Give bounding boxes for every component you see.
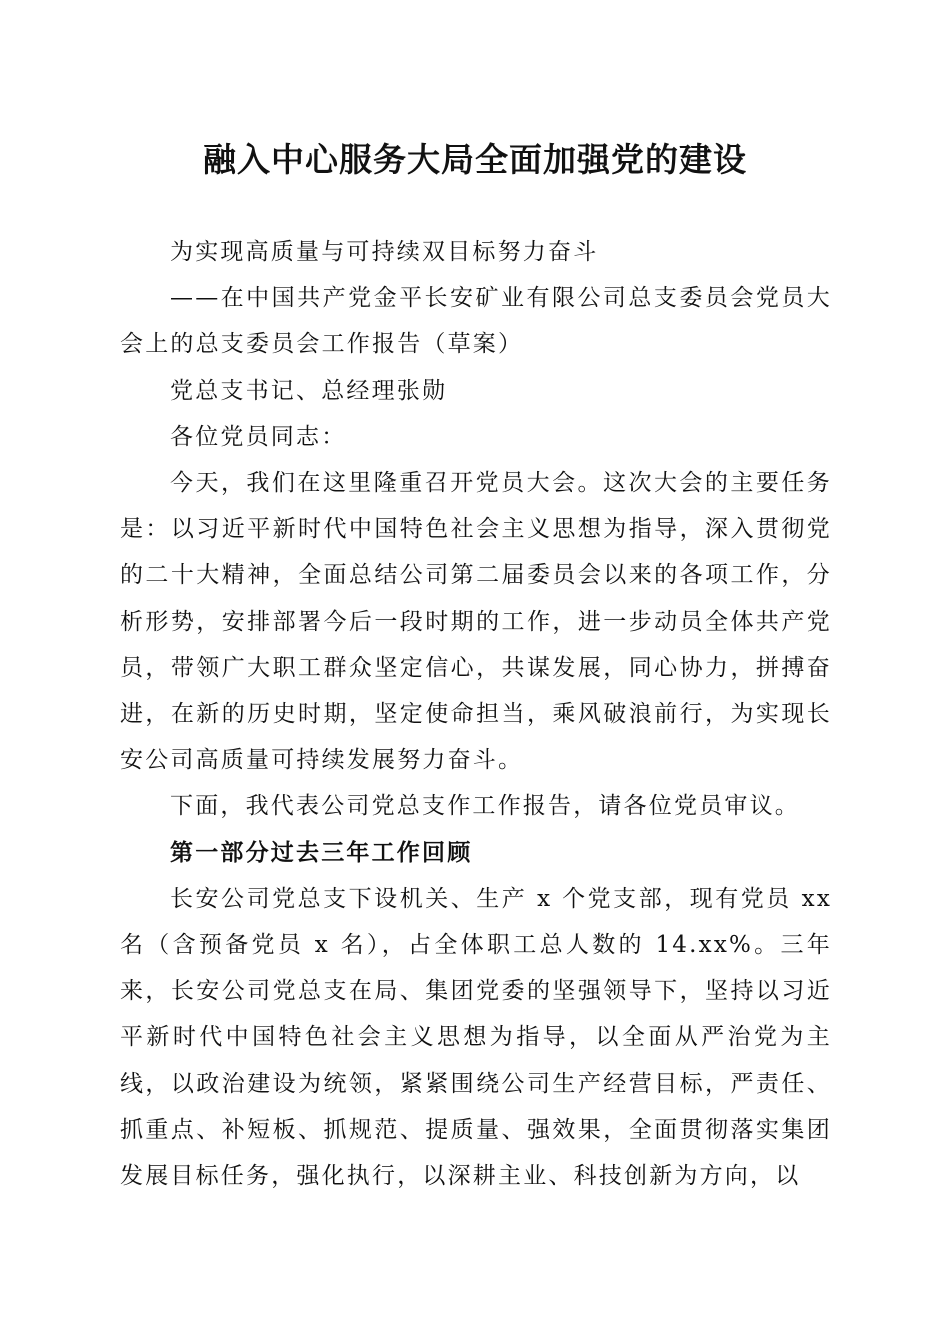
body-paragraph: 长安公司党总支下设机关、生产 x 个党支部，现有党员 xx 名（含预备党员 x 名），占全体职工总人数的 14.xx%。三年来，长安公司党总支在局、集团党委的坚强领导下，坚持以习近平新时代中国特色社会主义思想为指导，以全面从严治党为主线，以政治建设为统领，紧紧围绕公司生产经营目标，严责任、抓重点、补短板、抓规范、提质量、强效果，全面贯彻落实集团发展目标任务，强化执行，以深耕主业、科技创新为方向，以 xyxy=(120,885,832,1190)
body-paragraph: 今天，我们在这里隆重召开党员大会。这次大会的主要任务是：以习近平新时代中国特色社会主义思想为指导，深入贯彻党的二十大精神，全面总结公司第二届委员会以来的各项工作，分析形势，安排部署今后一段时期的工作，进一步动员全体共产党员，带领广大职工群众坚定信心，共谋发展，同心协力，拼搏奋进，在新的历史时期，坚定使命担当，乘风破浪前行，为实现长安公司高质量可持续发展努力奋斗。 xyxy=(120,470,832,774)
document-title: 融入中心服务大局全面加强党的建设 xyxy=(203,140,747,179)
document-body xyxy=(120,229,832,1199)
body-paragraph: 下面，我代表公司党总支作工作报告，请各位党员审议。 xyxy=(170,793,800,820)
salutation: 各位党员同志： xyxy=(170,423,347,450)
subtitle-occasion: ——在中国共产党金平长安矿业有限公司总支委员会党员大会上的总支委员会工作报告（草案） xyxy=(120,285,832,358)
subtitle: 为实现高质量与可持续双目标努力奋斗 xyxy=(170,239,599,265)
author-line: 党总支书记、总经理张勋 xyxy=(170,377,448,404)
section-heading: 第一部分过去三年工作回顾 xyxy=(170,838,473,866)
